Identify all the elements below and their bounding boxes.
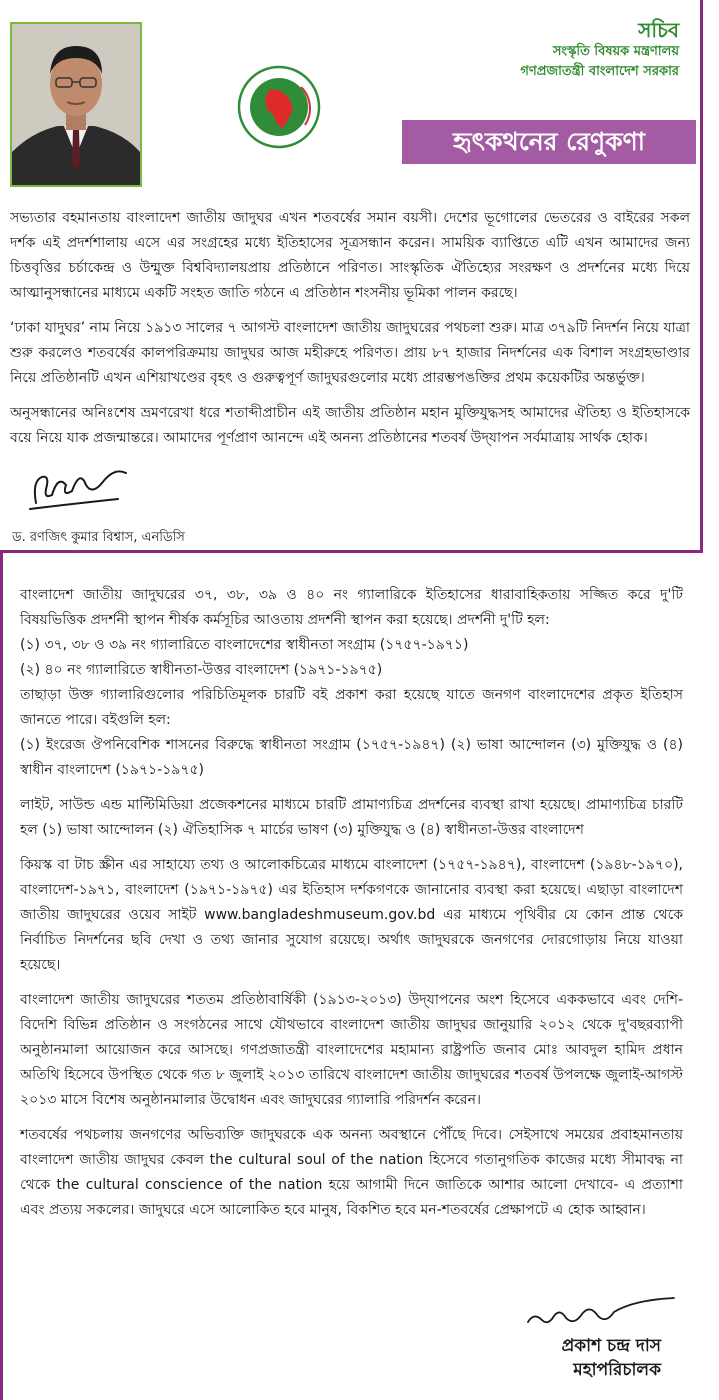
ministry-name: সংস্কৃতি বিষয়ক মন্ত্রণালয় — [552, 44, 679, 59]
secretary-name: ড. রণজিৎ কুমার বিশ্বাস, এনডিসি — [12, 530, 185, 545]
director-general-name: প্রকাশ চন্দ্র দাস — [561, 1336, 661, 1356]
director-general-message — [20, 583, 683, 1233]
portrait-image — [12, 24, 140, 185]
director-general-title: মহাপরিচালক — [573, 1360, 661, 1380]
closing-paragraph: শতবর্ষের পথচলায় জনগণের অভিব্যক্তি জাদুঘরকে এক অনন্য অবস্থানে পৌঁছে দিবে। সেইসাথে সময়ের প্রবাহমানতায় বাংলাদেশ জাতীয় জাদুঘর কেবল the cultural soul of the nation হিসেবে গতানুগতিক কাজের মধ্যে সীমাবদ্ধ না থেকে the cultural conscience of the nation হয়ে আগামী দিনে জাতিকে আশার আলো দেখাবে- এ প্রত্যাশা এবং প্রত্যয় সকলের। জাদুঘরে এসে আলোকিত হবে মানুষ, বিকশিত হবে মন-শতবর্ষের প্রেক্ষাপটে এ হোক আহ্বান। — [20, 1127, 683, 1218]
message-paragraph-1: সভ্যতার বহমানতায় বাংলাদেশ জাতীয় জাদুঘর এখন শতবর্ষের সমান বয়সী। দেশের ভূগোলের ভেতরের ও বাইরের সকল দর্শক এই প্রদর্শশালায় এসে এর সংগ্রহের মধ্যে ইতিহাসের সূত্রসন্ধান করেন। সাময়িক ব্যাপ্তিতে এটি এখন আমাদের জন্য চিত্তবৃত্তির চর্চাকেন্দ্র ও উন্মুক্ত বিশ্ববিদ্যালয়প্রায় প্রতিষ্ঠানে পরিণত। সাংস্কৃতিক ঐতিহ্যের সংরক্ষণ ও প্রদর্শনের মধ্যে দিয়ে আত্মানুসন্ধানের মাধ্যমে একটি সংহত জাতি গঠনে এ প্রতিষ্ঠান শংসনীয় ভূমিকা পালন করছে। — [10, 210, 690, 301]
books-intro: তাছাড়া উক্ত গ্যালারিগুলোর পরিচিতিমূলক চারটি বই প্রকাশ করা হয়েছে যাতে জনগণ বাংলাদেশের প্রকৃত ইতিহাস জানতে পারে। বইগুলি হল: — [20, 687, 683, 728]
gallery-intro: বাংলাদেশ জাতীয় জাদুঘরের ৩৭, ৩৮, ৩৯ ও ৪০ নং গ্যালারিকে ইতিহাসের ধারাবাহিকতায় সজ্জিত করে দু'টি বিষয়ভিত্তিক প্রদর্শনী স্থাপন শীর্ষক কর্মসূচির আওতায় প্রদর্শনী স্থাপন করা হয়েছে। প্রদর্শনী দু'টি হল: — [20, 587, 683, 628]
exhibit-item-2: (২) ৪০ নং গ্যালারিতে স্বাধীনতা-উত্তর বাংলাদেশ (১৯৭১-১৯৭৫) — [20, 662, 383, 678]
message-paragraph-3: অনুসন্ধানের অনিঃশেষ ভ্রমণরেখা ধরে শতাব্দীপ্রাচীন এই জাতীয় প্রতিষ্ঠান মহান মুক্তিযুদ্ধসহ আমাদের ঐতিহ্য ও ইতিহাসকে বয়ে নিয়ে যাক প্রজন্মান্তরে। আমাদের পূর্ণপ্রাণ আনন্দে এই অনন্য প্রতিষ্ঠানের শতবর্ষ উদ্‌যাপন সর্বমাত্রায় সার্থক হোক। — [10, 405, 690, 446]
government-seal — [237, 65, 321, 149]
message-paragraph-2: ‘ঢাকা যাদুঘর’ নাম নিয়ে ১৯১৩ সালের ৭ আগস্ট বাংলাদেশ জাতীয় জাদুঘরের পথচলা শুরু। মাত্র ৩৭৯টি নিদর্শন নিয়ে যাত্রা শুরু করলেও শতবর্ষের কালপরিক্রমায় জাদুঘর আজ মহীরুহে পরিণত। প্রায় ৮৭ হাজার নিদর্শনের এক বিশাল সংগ্রহভাণ্ডার নিয়ে প্রতিষ্ঠানটি এখন এশিয়াখণ্ডের বৃহৎ ও গুরুত্বপূর্ণ জাদুঘরগুলোর মধ্যে প্রারম্ভপঙক্তির প্রথম কয়েকটির অন্তর্ভুক্ত। — [10, 320, 690, 386]
header-title-block — [419, 18, 679, 82]
secretary-message — [10, 206, 690, 461]
books-list: (১) ইংরেজ ঔপনিবেশিক শাসনের বিরুদ্ধে স্বাধীনতা সংগ্রাম (১৭৫৭-১৯৪৭) (২) ভাষা আন্দোলন (৩) মুক্তিযুদ্ধ ও (৪) স্বাধীন বাংলাদেশ (১৯৭১-১৯৭৫) — [20, 737, 683, 778]
secretary-title: সচিব — [638, 18, 679, 42]
documentary-paragraph: লাইট, সাউন্ড এন্ড মাল্টিমিডিয়া প্রজেকশনের মাধ্যমে চারটি প্রামাণ্যচিত্র প্রদর্শনের ব্যবস্থা রাখা হয়েছে। প্রামাণ্যচিত্র চারটি হল (১) ভাষা আন্দোলন (২) ঐতিহাসিক ৭ মার্চের ভাষণ (৩) মুক্তিযুদ্ধ ও (৪) স্বাধীনতা-উত্তর বাংলাদেশ — [20, 797, 683, 838]
kiosk-paragraph: কিয়স্ক বা টাচ স্ক্রীন এর সাহায্যে তথ্য ও আলোকচিত্রের মাধ্যমে বাংলাদেশ (১৭৫৭-১৯৪৭), বাংলাদেশ (১৯৪৮-১৯৭০), বাংলাদেশ-১৯৭১, বাংলাদেশ (১৯৭১-১৯৭৫) এর ইতিহাস দর্শকগণকে জানানোর ব্যবস্থা করা হয়েছে। এছাড়া বাংলাদেশ জাতীয় জাদুঘরের ওয়েব সাইট www.bangladeshmuseum.gov.bd এর মাধ্যমে পৃথিবীর যে কোন প্রান্ত থেকে নির্বাচিত নিদর্শনের ছবি দেখা ও তথ্য জানার সুযোগ রয়েছে। অর্থাৎ জাদুঘরকে জনগণের দোরগোড়ায় নিয়ে যাওয়া হয়েছে। — [20, 857, 683, 973]
seal-emblem-icon — [237, 65, 321, 149]
message-banner: হৃৎকথনের রেণুকণা — [402, 120, 696, 164]
director-general-block — [562, 1334, 661, 1382]
secretary-signature — [22, 455, 132, 515]
government-name: গণপ্রজাতন্ত্রী বাংলাদেশ সরকার — [520, 64, 679, 79]
exhibit-item-1: (১) ৩৭, ৩৮ ও ৩৯ নং গ্যালারিতে বাংলাদেশের স্বাধীনতা সংগ্রাম (১৭৫৭-১৯৭১) — [20, 637, 469, 653]
secretary-portrait — [10, 22, 142, 187]
director-general-signature — [524, 1292, 684, 1332]
centenary-paragraph: বাংলাদেশ জাতীয় জাদুঘরের শততম প্রতিষ্ঠাবার্ষিকী (১৯১৩-২০১৩) উদ্‌যাপনের অংশ হিসেবে এককভাবে এবং দেশি-বিদেশি বিভিন্ন প্রতিষ্ঠান ও সংগঠনের সাথে যৌথভাবে বাংলাদেশ জাতীয় জাদুঘর জানুয়ারি ২০১২ থেকে দু'বছরব্যাপী অনুষ্ঠানমালা আয়োজন করে আসছে। গণপ্রজাতন্ত্রী বাংলাদেশের মহামান্য রাষ্ট্রপতি জনাব মোঃ আবদুল হামিদ প্রধান অতিথি হিসেবে উপস্থিত থেকে গত ৮ জুলাই ২০১৩ তারিখে বাংলাদেশ জাতীয় জাদুঘরের শতবর্ষ উপলক্ষে জুলাই-আগস্ট ২০১৩ মাসে বিশেষ অনুষ্ঠানমালার উদ্বোধন এবং জাদুঘরের গ্যালারি পরিদর্শন করেন। — [20, 992, 683, 1108]
